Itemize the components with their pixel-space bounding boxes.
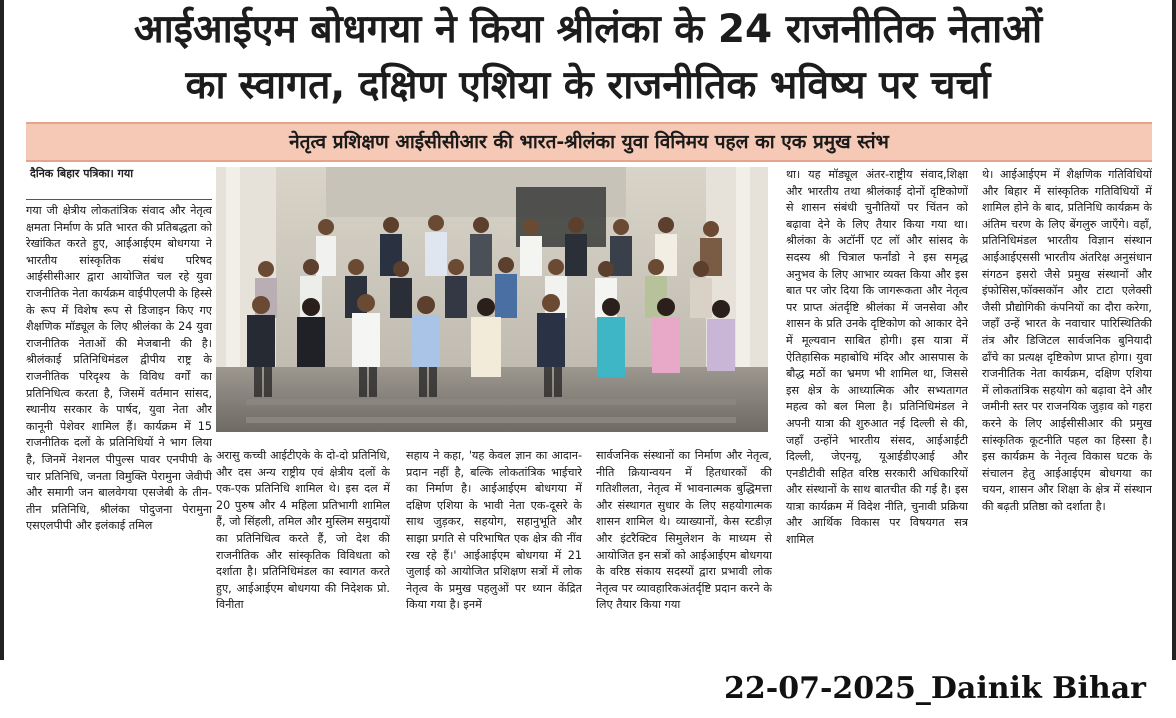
headline: [12, 2, 1164, 114]
headline-line-1: आईआईएम बोधगया ने किया श्रीलंका के 24 राजनीतिक नेताओं: [133, 7, 1043, 52]
page-edge-right: [1172, 0, 1176, 660]
group-photo: [216, 167, 768, 432]
article-text: गया जी क्षेत्रीय लोकतांत्रिक संवाद और नेतृत्व क्षमता निर्माण के प्रति भारत की प्रतिबद्धता को रेखांकित करते हुए, आईआईएम बोधगया ने भारतीय सांस्कृतिक संबंध परिषद आईसीसीआर द्वारा आयोजित चल रहे युवा राजनीतिक नेता कार्यक्रम वाईपीएलपी के हिस्से के रूप में विशेष रूप से डिजाइन किए गए शैक्षणिक मॉड्यूल के लिए श्रीलंका के 24 युवा राजनीतिक नेताओं की मेजबानी की है। श्रीलंकाई प्रतिनिधिमंडल द्वीपीय राष्ट्र के राजनीतिक परिदृश्य के विविध वर्गों का प्रतिनिधित्व करता है, जिसमें वर्तमान सांसद, स्थानीय सरकार के पार्षद, युवा नेता और कानूनी पेशेवर शामिल हैं। कार्यक्रम में 15 राजनीतिक दलों के प्रतिनिधियों ने भाग लिया है, जिनमें नेशनल पीपुल्स पावर एनपीपी के चार प्रतिनिधि, जनता विमुक्ति पेरामुना जेवीपी और समागी जन बालवेगया एसजेबी के तीन-तीन प्रतिनिधि, श्रीलंका पोदुजना पेरामुना एसएलपीपी और इलंकाई तमिल: [26, 204, 212, 533]
subheadline-banner: नेतृत्व प्रशिक्षण आईसीसीआर की भारत-श्रीलंका युवा विनिमय पहल का एक प्रमुख स्तंभ: [26, 122, 1152, 162]
article-text: अरासु कच्ची आईटीएके के दो-दो प्रतिनिधि, और दस अन्य राष्ट्रीय एवं क्षेत्रीय दलों के एक-एक प्रतिनिधि शामिल थे। इस दल में 20 पुरुष और 4 महिला प्रतिभागी शामिल हैं, जो सिंहली, तमिल और मुस्लिम समुदायों का प्रतिनिधित्व करते हैं, जो देश की राजनीतिक और सांस्कृतिक विविधता को दर्शाता है। प्रतिनिधिमंडल का स्वागत करते हुए, आईआईएम बोधगया की निदेशक प्रो. विनीता: [216, 449, 390, 612]
headline-line-2: का स्वागत, दक्षिण एशिया के राजनीतिक भविष्य पर चर्चा: [185, 63, 991, 108]
article-text: सहाय ने कहा, 'यह केवल ज्ञान का आदान-प्रदान नहीं है, बल्कि लोकतांत्रिक भाईचारे का निर्माण है। आईआईएम बोधगया में दक्षिण एशिया के भावी नेता एक-दूसरे के साथ जुड़कर, सहयोग, सहानुभूति और साझा प्रगति से परिभाषित एक क्षेत्र की नींव रख रहे हैं।' आईआईएम बोधगया में 21 जुलाई को आयोजित प्रशिक्षण सत्रों में लोक नेतृत्व के प्रमुख पहलुओं पर ध्यान केंद्रित किया गया है। इनमें: [406, 449, 582, 612]
article-column-5: [786, 167, 968, 660]
byline-divider: [26, 199, 212, 200]
page-edge-left: [0, 0, 4, 660]
article-text: सार्वजनिक संस्थानों का निर्माण और नेतृत्व, नीति क्रियान्वयन में हितधारकों की गतिशीलता, नेतृत्व में भावनात्मक बुद्धिमत्ता और संस्थागत सुधार के लिए सहयोगात्मक शासन शामिल थे। व्याख्यानों, केस स्टडीज़ और इंटरैक्टिव सिमुलेशन के माध्यम से आयोजित इन सत्रों को आईआईएम बोधगया के वरिष्ठ संकाय सदस्यों द्वारा प्रभावी लोक नेतृत्व पर व्यावहारिकअंतर्दृष्टि प्रदान करने के लिए तैयार किया गया: [596, 449, 772, 612]
byline: दैनिक बिहार पत्रिका। गया: [30, 167, 134, 180]
article-column-2: [216, 448, 390, 660]
group-photo-image: [216, 167, 768, 432]
article-column-6: [982, 167, 1152, 660]
dateline: 22-07-2025_Dainik Bihar: [724, 671, 1146, 706]
article-text: था। यह मॉड्यूल अंतर-राष्ट्रीय संवाद,शिक्षा और भारतीय तथा श्रीलंकाई दोनों दृष्टिकोणों से शासन संबंधी चुनौतियों पर चिंतन को बढ़ावा देने के लिए तैयार किया गया था।श्रीलंका के अटॉर्नी एट लॉ और सांसद के सदस्य श्री चित्राल फर्नांडो ने इस समृद्ध अनुभव के लिए आभार व्यक्त किया और इस बात पर जोर दिया कि जागरूकता और नेतृत्व पर प्राप्त अंतर्दृष्टि श्रीलंका में जनसेवा और शासन के प्रति उनके दृष्टिकोण को आकार देने में मूल्यवान साबित होगी। इस यात्रा में ऐतिहासिक महाबोधि मंदिर और आसपास के बौद्ध मठों का भ्रमण भी शामिल था, जिससे इस क्षेत्र के आध्यात्मिक और सभ्यतागत महत्व को बल मिला है। प्रतिनिधिमंडल ने अपनी यात्रा की शुरुआत नई दिल्ली से की, जहाँ उन्होंने भारतीय संसद, आईआईटी दिल्ली, जेएनयू, यूआईडीएआई और एनडीटीवी सहित वरिष्ठ सरकारी अधिकारियों और संस्थानों के साथ बातचीत की गई है। इस यात्रा कार्यक्रम में विदेश नीति, चुनावी प्रक्रिया और आर्थिक विकास पर विषयगत सत्र शामिल: [786, 168, 968, 547]
article-text: थे। आईआईएम में शैक्षणिक गतिविधियों और बिहार में सांस्कृतिक गतिविधियों में शामिल होने के बाद, प्रतिनिधि कार्यक्रम के अंतिम चरण के लिए बेंगलुरु जाएँगे। वहाँ, प्रतिनिधिमंडल भारतीय विज्ञान संस्थान आईआईएससी भारतीय अंतरिक्ष अनुसंधान संगठन इसरो जैसे प्रमुख संस्थानों और इंफोसिस,फॉक्सकॉन और टाटा एलेक्सी जैसी प्रौद्योगिकी कंपनियों का दौरा करेगा, जहाँ उन्हें भारत के नवाचार पारिस्थितिकी तंत्र और डिजिटल सार्वजनिक बुनियादी ढाँचे का प्रत्यक्ष दृष्टिकोण प्राप्त होगा। युवा राजनीतिक नेता कार्यक्रम, दक्षिण एशिया में लोकतांत्रिक सहयोग को बढ़ावा देने और जमीनी स्तर पर राजनयिक जुड़ाव को गहरा करने के लिए आईसीसीआर की प्रमुख सांस्कृतिक कूटनीति पहल का हिस्सा है। इस कार्यक्रम के नेतृत्व विकास घटक के संचालन हेतु आईआईएम बोधगया का चयन, शासन और शिक्षा के क्षेत्र में संस्थान की बढ़ती प्रतिष्ठा को दर्शाता है।: [982, 168, 1152, 513]
article-column-4: [596, 448, 772, 660]
article-column-3: [406, 448, 582, 660]
article-column-1: [26, 203, 212, 660]
